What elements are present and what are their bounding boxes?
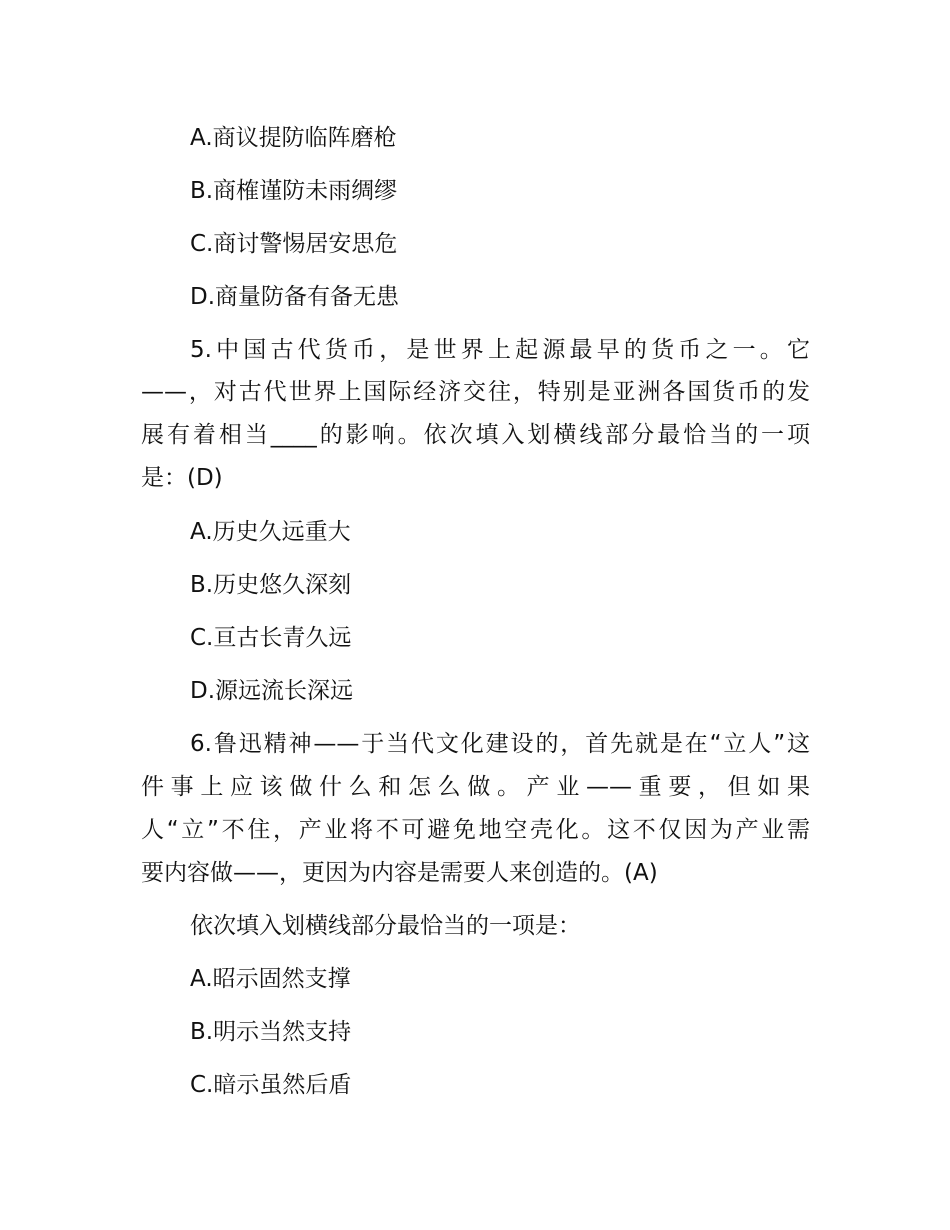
q6-stem-line-4: 要内容做——，更因为内容是需要人来创造的。(A)	[141, 860, 658, 886]
q5-option-c: C.亘古长青久远	[190, 625, 352, 651]
q5-option-d: D.源远流长深远	[190, 678, 354, 704]
q6-prompt: 依次填入划横线部分最恰当的一项是：	[190, 913, 581, 939]
q6-option-a: A.昭示固然支撑	[190, 966, 351, 992]
q4-option-d: D.商量防备有备无患	[190, 284, 400, 310]
q5-stem-line-4: 是：(D)	[141, 465, 223, 491]
q5-option-b: B.历史悠久深刻	[190, 572, 352, 598]
q5-stem-line-2: ——，对古代世界上国际经济交往，特别是亚洲各国货币的发	[141, 379, 810, 405]
q6-stem-line-3: 人“立”不住，产业将不可避免地空壳化。这不仅因为产业需	[141, 817, 810, 843]
q5-option-a: A.历史久远重大	[190, 519, 351, 545]
q4-option-b: B.商榷谨防未雨绸缪	[190, 178, 398, 204]
q6-option-c: C.暗示虽然后盾	[190, 1072, 352, 1098]
q6-option-b: B.明示当然支持	[190, 1019, 352, 1045]
q4-option-c: C.商讨警惕居安思危	[190, 231, 398, 257]
q6-stem-line-1: 6.鲁迅精神——于当代文化建设的，首先就是在“立人”这	[190, 731, 810, 757]
q6-stem-line-2: 件事上应该做什么和怎么做。产业——重要，但如果	[141, 774, 810, 800]
q4-option-a: A.商议提防临阵磨枪	[190, 125, 397, 151]
q5-stem-line-1: 5.中国古代货币，是世界上起源最早的货币之一。它	[190, 337, 810, 363]
q5-stem-line-3: 展有着相当____的影响。依次填入划横线部分最恰当的一项	[141, 422, 810, 448]
